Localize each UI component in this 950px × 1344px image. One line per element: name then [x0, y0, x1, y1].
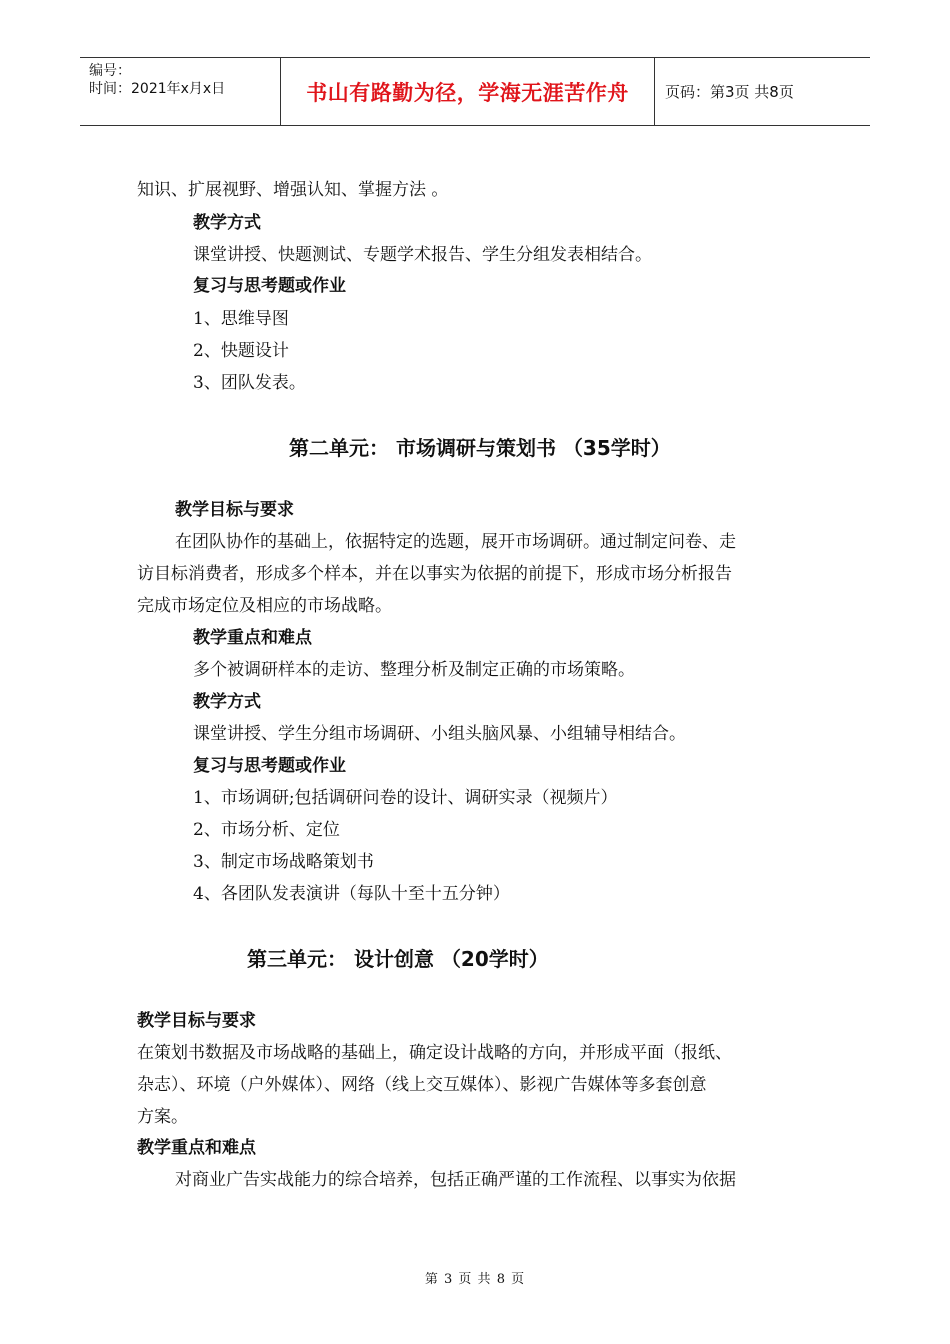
- page-footer: 第 3 页 共 8 页: [424, 1272, 526, 1287]
- list-item: 3、团队发表。: [193, 373, 306, 393]
- unit2-title: 第二单元： 市场调研与策划书 （35学时）: [289, 436, 671, 460]
- heading-teaching-method: 教学方式: [193, 692, 261, 712]
- heading-goals: 教学目标与要求: [137, 1011, 256, 1031]
- list-item: 2、市场分析、定位: [193, 820, 340, 840]
- heading-homework: 复习与思考题或作业: [193, 276, 346, 296]
- list-item: 1、思维导图: [193, 309, 289, 329]
- paragraph-line: 访目标消费者，形成多个样本，并在以事实为依据的前提下，形成市场分析报告: [137, 564, 732, 584]
- list-item: 2、快题设计: [193, 341, 289, 361]
- paragraph-line: 方案。: [137, 1107, 188, 1127]
- key-points-text: 多个被调研样本的走访、整理分析及制定正确的市场策略。: [193, 660, 635, 680]
- teaching-method-text: 课堂讲授、学生分组市场调研、小组头脑风暴、小组辅导相结合。: [193, 724, 686, 744]
- unit3-title: 第三单元： 设计创意 （20学时）: [247, 947, 549, 971]
- paragraph-line: 对商业广告实战能力的综合培养，包括正确严谨的工作流程、以事实为依据: [175, 1170, 736, 1190]
- page-header: [80, 57, 870, 126]
- teaching-method-text: 课堂讲授、快题测试、专题学术报告、学生分组发表相结合。: [193, 245, 652, 265]
- heading-key-points: 教学重点和难点: [137, 1138, 256, 1158]
- serial-label: 编号：: [89, 63, 131, 79]
- heading-key-points: 教学重点和难点: [193, 628, 312, 648]
- date-label: 时间：2021年x月x日: [89, 81, 226, 97]
- paragraph-continuation: 知识、扩展视野、增强认知、掌握方法 。: [137, 180, 449, 200]
- heading-homework: 复习与思考题或作业: [193, 756, 346, 776]
- header-motto: 书山有路勤为径，学海无涯苦作舟: [281, 58, 655, 125]
- paragraph-line: 在团队协作的基础上，依据特定的选题，展开市场调研。通过制定问卷、走: [175, 532, 736, 552]
- heading-teaching-method: 教学方式: [193, 213, 261, 233]
- heading-goals: 教学目标与要求: [175, 500, 294, 520]
- header-meta: [80, 58, 281, 125]
- paragraph-line: 完成市场定位及相应的市场战略。: [137, 596, 392, 616]
- list-item: 4、各团队发表演讲（每队十至十五分钟）: [193, 884, 510, 904]
- header-page-info: 页码：第3页 共8页: [665, 83, 794, 101]
- paragraph-line: 杂志）、环境（户外媒体）、网络（线上交互媒体）、影视广告媒体等多套创意: [137, 1075, 707, 1095]
- paragraph-line: 在策划书数据及市场战略的基础上，确定设计战略的方向，并形成平面（报纸、: [137, 1043, 732, 1063]
- list-item: 3、制定市场战略策划书: [193, 852, 374, 872]
- list-item: 1、市场调研;包括调研问卷的设计、调研实录（视频片）: [193, 788, 618, 808]
